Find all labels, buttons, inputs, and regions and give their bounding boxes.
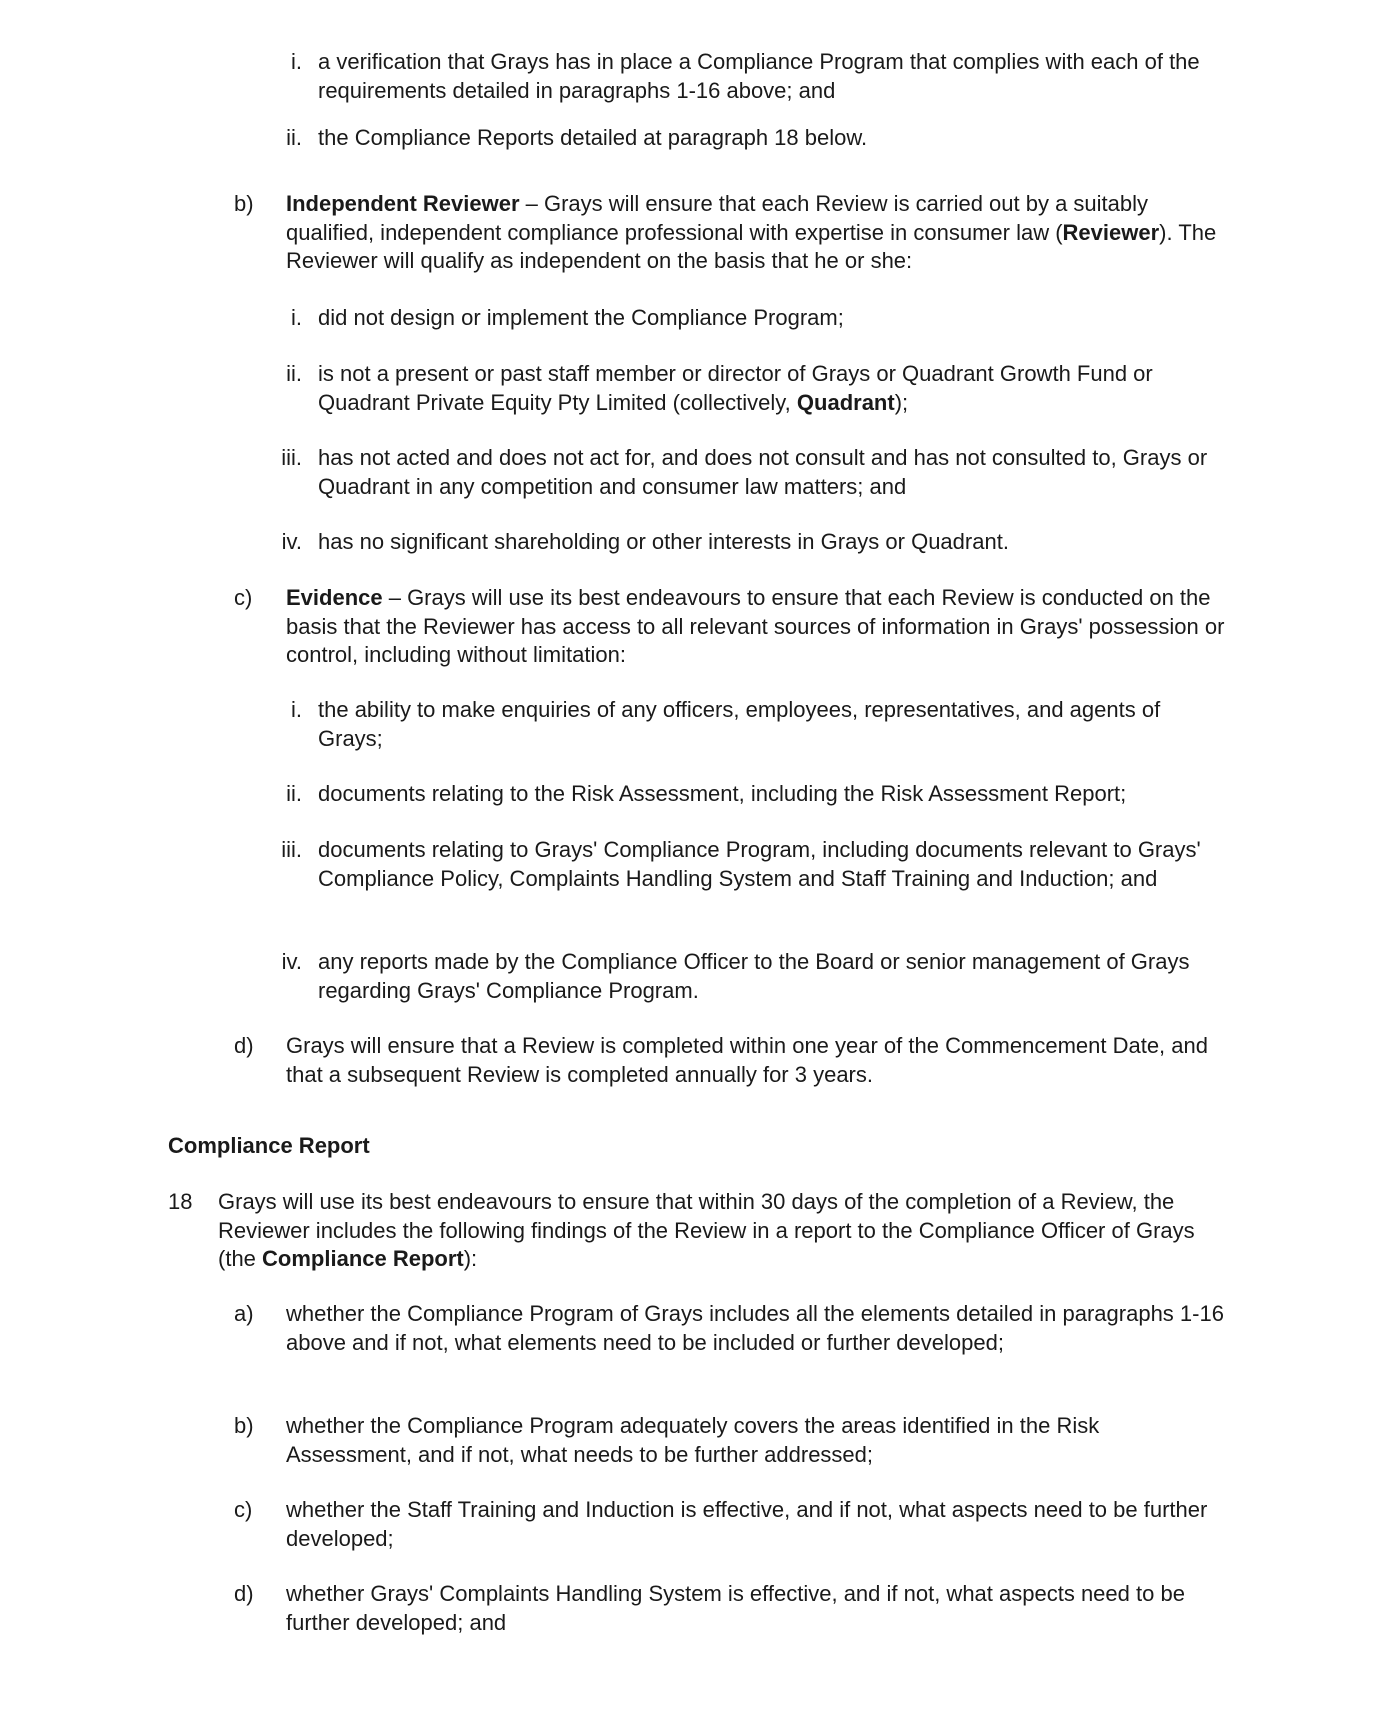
- list-item-not-staff: [270, 360, 1230, 417]
- list-item-review-timing: [234, 1032, 1230, 1089]
- item-text: has not acted and does not act for, and does not consult and has not consulted to, Grays or Quadrant in any competition and consumer law matters; and: [318, 445, 1208, 499]
- list-item-verification: [270, 48, 1230, 105]
- item-text: any reports made by the Compliance Officer to the Board or senior management of Grays regarding Grays' Compliance Program.: [318, 949, 1190, 1003]
- item-text: whether the Staff Training and Induction is effective, and if not, what aspects need to be further developed;: [286, 1497, 1208, 1551]
- item-number: i.: [291, 697, 302, 722]
- list-item-officer-reports: [270, 948, 1230, 1005]
- item-text: the Compliance Reports detailed at paragraph 18 below.: [318, 125, 868, 150]
- item-text: whether the Compliance Program adequately covers the areas identified in the Risk Assessment, and if not, what needs to be further addressed;: [286, 1413, 1100, 1467]
- section-heading: Compliance Report: [168, 1133, 370, 1158]
- item-letter: d): [234, 1033, 254, 1058]
- item-text: the ability to make enquiries of any officers, employees, representatives, and agents of Grays;: [318, 697, 1161, 751]
- item-text: Evidence – Grays will use its best endeavours to ensure that each Review is conducted on the basis that the Reviewer has access to all relevant sources of information in Grays' possession or control, including without limitation:: [286, 585, 1225, 668]
- item-number: iv.: [281, 529, 302, 554]
- list-item-risk-documents: [270, 780, 1230, 809]
- list-item-did-not-design: [270, 304, 1230, 333]
- item-letter: b): [234, 1413, 254, 1438]
- list-item-compliance-reports: [270, 124, 1230, 153]
- term-evidence: Evidence: [286, 585, 383, 610]
- list-item-risk-areas: [234, 1412, 1230, 1469]
- list-item-evidence: [234, 584, 1230, 670]
- list-item-staff-training: [234, 1496, 1230, 1553]
- list-item-program-documents: [270, 836, 1230, 893]
- item-letter: d): [234, 1581, 254, 1606]
- item-number: iii.: [281, 445, 302, 470]
- term-independent-reviewer: Independent Reviewer: [286, 191, 520, 216]
- list-item-elements: [234, 1300, 1230, 1357]
- term-reviewer: Reviewer: [1062, 219, 1160, 245]
- paragraph-text: Grays will use its best endeavours to ensure that within 30 days of the completion of a Review, the Reviewer includes the following findings of the Review in a report to the Compliance Officer of Grays (the Compliance Report):: [218, 1189, 1195, 1272]
- item-text: is not a present or past staff member or director of Grays or Quadrant Growth Fund or Quadrant Private Equity Pty Limited (collectively, Quadrant);: [318, 361, 1153, 415]
- term-quadrant: Quadrant: [796, 389, 895, 415]
- item-text: documents relating to the Risk Assessment, including the Risk Assessment Report;: [318, 781, 1127, 806]
- list-item-no-shareholding: [270, 528, 1230, 557]
- item-number: i.: [291, 305, 302, 330]
- item-text: Independent Reviewer – Grays will ensure that each Review is carried out by a suitably qualified, independent compliance professional with expertise in consumer law (Reviewer). The Reviewer will qualify as independent on the basis that he or she:: [286, 191, 1217, 274]
- item-text: a verification that Grays has in place a Compliance Program that complies with each of the requirements detailed in paragraphs 1-16 above; and: [318, 49, 1200, 103]
- item-letter: c): [234, 1497, 253, 1522]
- item-text: whether Grays' Complaints Handling System is effective, and if not, what aspects need to be further developed; and: [286, 1581, 1185, 1635]
- item-text: documents relating to Grays' Compliance Program, including documents relevant to Grays' Compliance Policy, Complaints Handling System and Staff Training and Induction; and: [318, 837, 1201, 891]
- item-number: i.: [291, 49, 302, 74]
- term-compliance-report: Compliance Report: [262, 1246, 464, 1272]
- list-item-not-acted: [270, 444, 1230, 501]
- item-text: whether the Compliance Program of Grays includes all the elements detailed in paragraphs 1-16 above and if not, what elements need to be included or further developed;: [286, 1301, 1224, 1355]
- item-text: Grays will ensure that a Review is completed within one year of the Commencement Date, and that a subsequent Review is completed annually for 3 years.: [286, 1033, 1208, 1087]
- item-text: has no significant shareholding or other interests in Grays or Quadrant.: [318, 529, 1009, 554]
- item-text: did not design or implement the Compliance Program;: [318, 305, 844, 330]
- list-item-enquiries: [270, 696, 1230, 753]
- item-number: ii.: [286, 361, 302, 386]
- item-number: iv.: [281, 949, 302, 974]
- paragraph-18: [168, 1188, 1230, 1274]
- item-letter: a): [234, 1301, 254, 1326]
- item-number: iii.: [281, 837, 302, 862]
- list-item-complaints: [234, 1580, 1230, 1637]
- item-number: ii.: [286, 781, 302, 806]
- paragraph-number: 18: [168, 1189, 193, 1214]
- item-letter: b): [234, 191, 254, 216]
- item-number: ii.: [286, 125, 302, 150]
- list-item-independent-reviewer: [234, 190, 1230, 276]
- item-letter: c): [234, 585, 253, 610]
